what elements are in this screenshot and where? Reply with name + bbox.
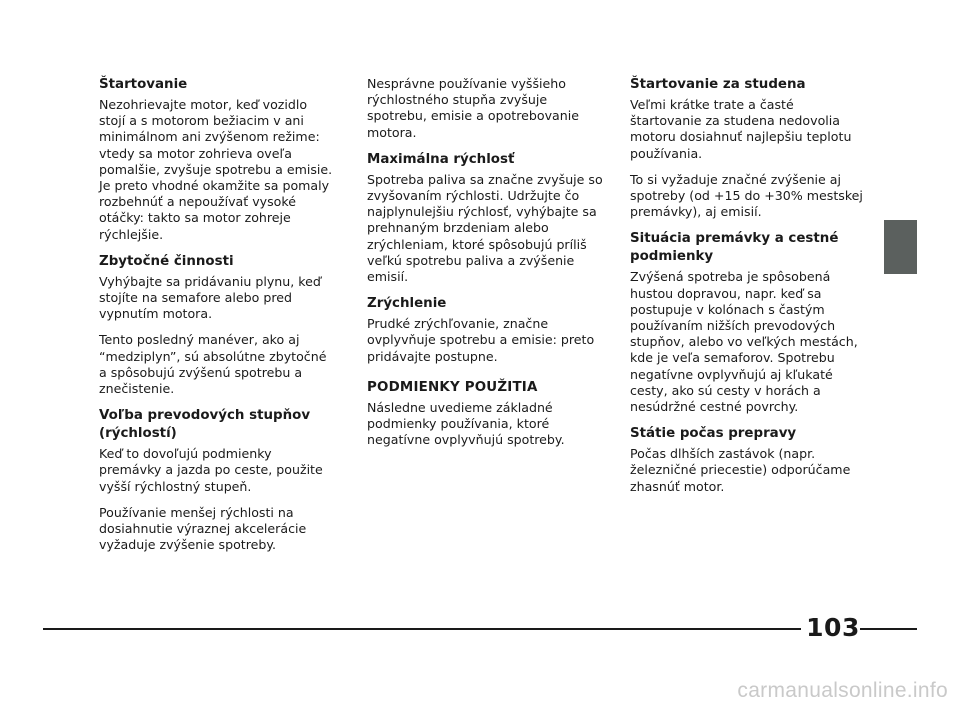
- body-paragraph: Počas dlhších zastávok (napr. železničné priecestie) odporúčame zhasnúť motor.: [630, 446, 851, 494]
- section-heading: Štartovanie: [99, 77, 188, 92]
- section-heading: Státie počas prepravy: [630, 426, 797, 442]
- site-watermark: carmanualsonline.info: [737, 679, 948, 702]
- text-section: [630, 76, 865, 220]
- body-paragraph: Nezohrievajte motor, keď vozidlo stojí a s motorom bežiacim v ani minimálnom ani zvýšenom režime: vtedy sa motor zohrieva oveľa pomalšie, zvyšuje spotrebu a emisie. Je preto vhodné okamžite sa pomaly rozbehnúť a nepoužívať vysoké otáčky: takto sa motor zohreje rýchlejšie.: [99, 97, 333, 242]
- page-number: 103: [806, 613, 860, 642]
- section-heading: PODMIENKY POUŽITIA: [367, 379, 538, 395]
- body-paragraph: Nesprávne používanie vyššieho rýchlostného stupňa zvyšuje spotrebu, emisie a opotrebovanie motora.: [367, 76, 579, 140]
- text-section: [630, 425, 865, 495]
- body-paragraph: Tento posledný manéver, ako aj “medziplyn”, sú absolútne zbytočné a spôsobujú zvýšenú spotrebu a znečistenie.: [99, 332, 327, 397]
- section-heading: Situácia premávky a cestné podmienky: [630, 231, 839, 265]
- text-column-middle: [367, 76, 605, 458]
- text-column-left: [99, 76, 337, 563]
- body-paragraph: Spotreba paliva sa značne zvyšuje so zvyšovaním rýchlosti. Udržujte čo najplynulejšiu rýchlosť, vyhýbajte sa prehnaným brzdeniam alebo zrýchleniam, ktoré spôsobujú príliš veľkú spotrebu paliva a zvýšenie emisií.: [367, 171, 603, 285]
- section-heading: Zrýchlenie: [367, 296, 447, 312]
- footer-rule-left: [43, 628, 801, 630]
- section-heading: Zbytočné činnosti: [99, 253, 234, 269]
- section-heading: Voľba prevodových stupňov (rýchlostí): [99, 408, 311, 442]
- body-paragraph: Veľmi krátke trate a časté štartovanie za studena nedovolia motoru dosiahnuť najlepšiu teplotu používania.: [630, 97, 852, 161]
- body-paragraph: Používanie menšej rýchlosti na dosiahnutie výraznej akcelerácie vyžaduje zvýšenie spotreby.: [99, 504, 307, 553]
- text-section: [99, 407, 337, 553]
- footer-rule-right: [860, 628, 917, 630]
- text-section: [99, 253, 337, 397]
- text-section: [367, 76, 605, 141]
- text-column-right: [630, 76, 865, 505]
- body-paragraph: Následne uvedieme základné podmienky používania, ktoré negatívne ovplyvňujú spotreby.: [367, 399, 565, 448]
- text-section: [630, 230, 865, 415]
- section-tab-marker: [884, 220, 917, 274]
- text-section: [367, 151, 605, 285]
- text-section: [367, 295, 605, 365]
- body-paragraph: Zvýšená spotreba je spôsobená hustou dopravou, napr. keď sa postupuje v kolónach s častým používaním nižších prevodových stupňov, alebo vo veľkých mestách, kde je veľa semaforov. Spotrebu negatívne ovplyvňujú aj kľukaté cesty, ako sú cesty v horách a nesúdržné cestné povrchy.: [630, 269, 858, 415]
- body-paragraph: Keď to dovoľujú podmienky premávky a jazda po ceste, použite vyšší rýchlostný stupeň.: [99, 446, 323, 494]
- section-heading: Štartovanie za studena: [630, 77, 806, 92]
- body-paragraph: To si vyžaduje značné zvýšenie aj spotreby (od +15 do +30% mestskej premávky), aj emisií.: [630, 171, 863, 220]
- body-paragraph: Vyhýbajte sa pridávaniu plynu, keď stojíte na semafore alebo pred vypnutím motora.: [99, 273, 321, 322]
- text-section: [99, 76, 337, 243]
- text-section: [367, 379, 605, 449]
- body-paragraph: Prudké zrýchľovanie, značne ovplyvňuje spotrebu a emisie: preto pridávajte postupne.: [367, 316, 595, 364]
- section-heading: Maximálna rýchlosť: [367, 151, 515, 167]
